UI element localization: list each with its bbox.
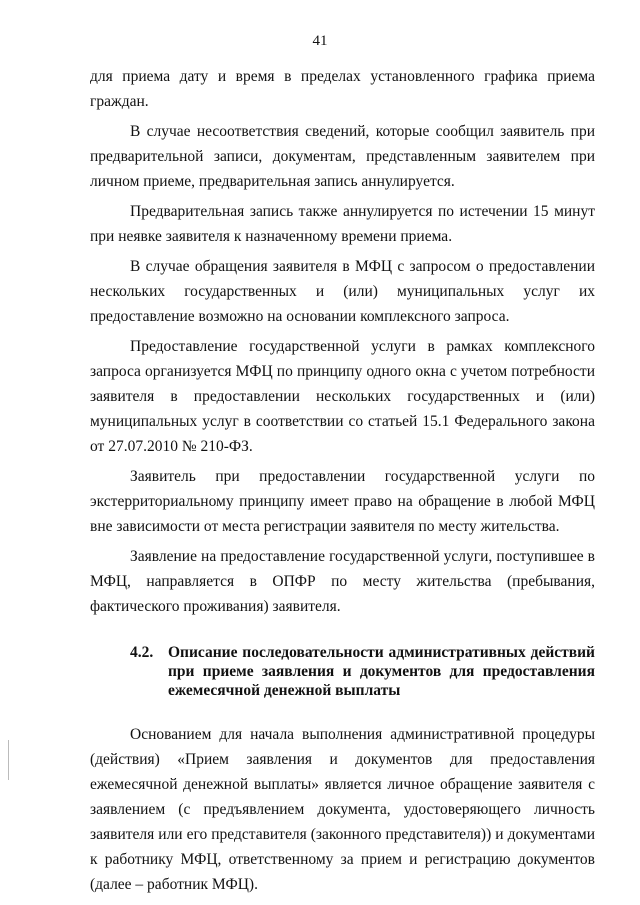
section-heading <box>90 643 595 700</box>
scan-margin-mark <box>8 740 9 780</box>
paragraph: Основанием для начала выполнения административной процедуры (действия) «Прием заявления и документов для предоставления ежемесячной денежной выплаты» является личное обращение заявителя с заявлением (с предъявлением документа, удостоверяющего личность заявителя или его представителя (законного представителя)) и документами к работнику МФЦ, ответственному за прием и регистрацию документов (далее – работник МФЦ). <box>90 726 595 893</box>
paragraph: Предварительная запись также аннулируется по истечении 15 минут при неявке заявителя к назначенному времени приема. <box>90 203 595 245</box>
paragraph: Заявитель при предоставлении государственной услуги по экстерриториальному принципу имеет право на обращение в любой МФЦ вне зависимости от места регистрации заявителя по месту жительства. <box>90 468 595 535</box>
paragraph: Заявление на предоставление государственной услуги, поступившее в МФЦ, направляется в ОПФР по месту жительства (пребывания, фактического проживания) заявителя. <box>90 548 595 615</box>
section-title: Описание последовательности административных действий при приеме заявления и документов для предоставления ежемесячной денежной выплаты <box>168 644 595 699</box>
paragraph: Предоставление государственной услуги в рамках комплексного запроса организуется МФЦ по принципу одного окна с учетом потребности заявителя в предоставлении нескольких государственных и (или) муниципальных услуг в соответствии со статьей 15.1 Федерального закона от 27.07.2010 № 210-ФЗ. <box>90 338 595 455</box>
paragraph: для приема дату и время в пределах установленного графика приема граждан. <box>90 68 595 110</box>
document-body <box>90 64 595 902</box>
paragraph: В случае несоответствия сведений, которые сообщил заявитель при предварительной записи, документам, представленным заявителем при личном приеме, предварительная запись аннулируется. <box>90 123 595 190</box>
page-number: 41 <box>312 33 328 49</box>
section-number: 4.2. <box>130 644 154 661</box>
paragraph: В случае обращения заявителя в МФЦ с запросом о предоставлении нескольких государственных и (или) муниципальных услуг их предоставление возможно на основании комплексного запроса. <box>90 258 595 325</box>
